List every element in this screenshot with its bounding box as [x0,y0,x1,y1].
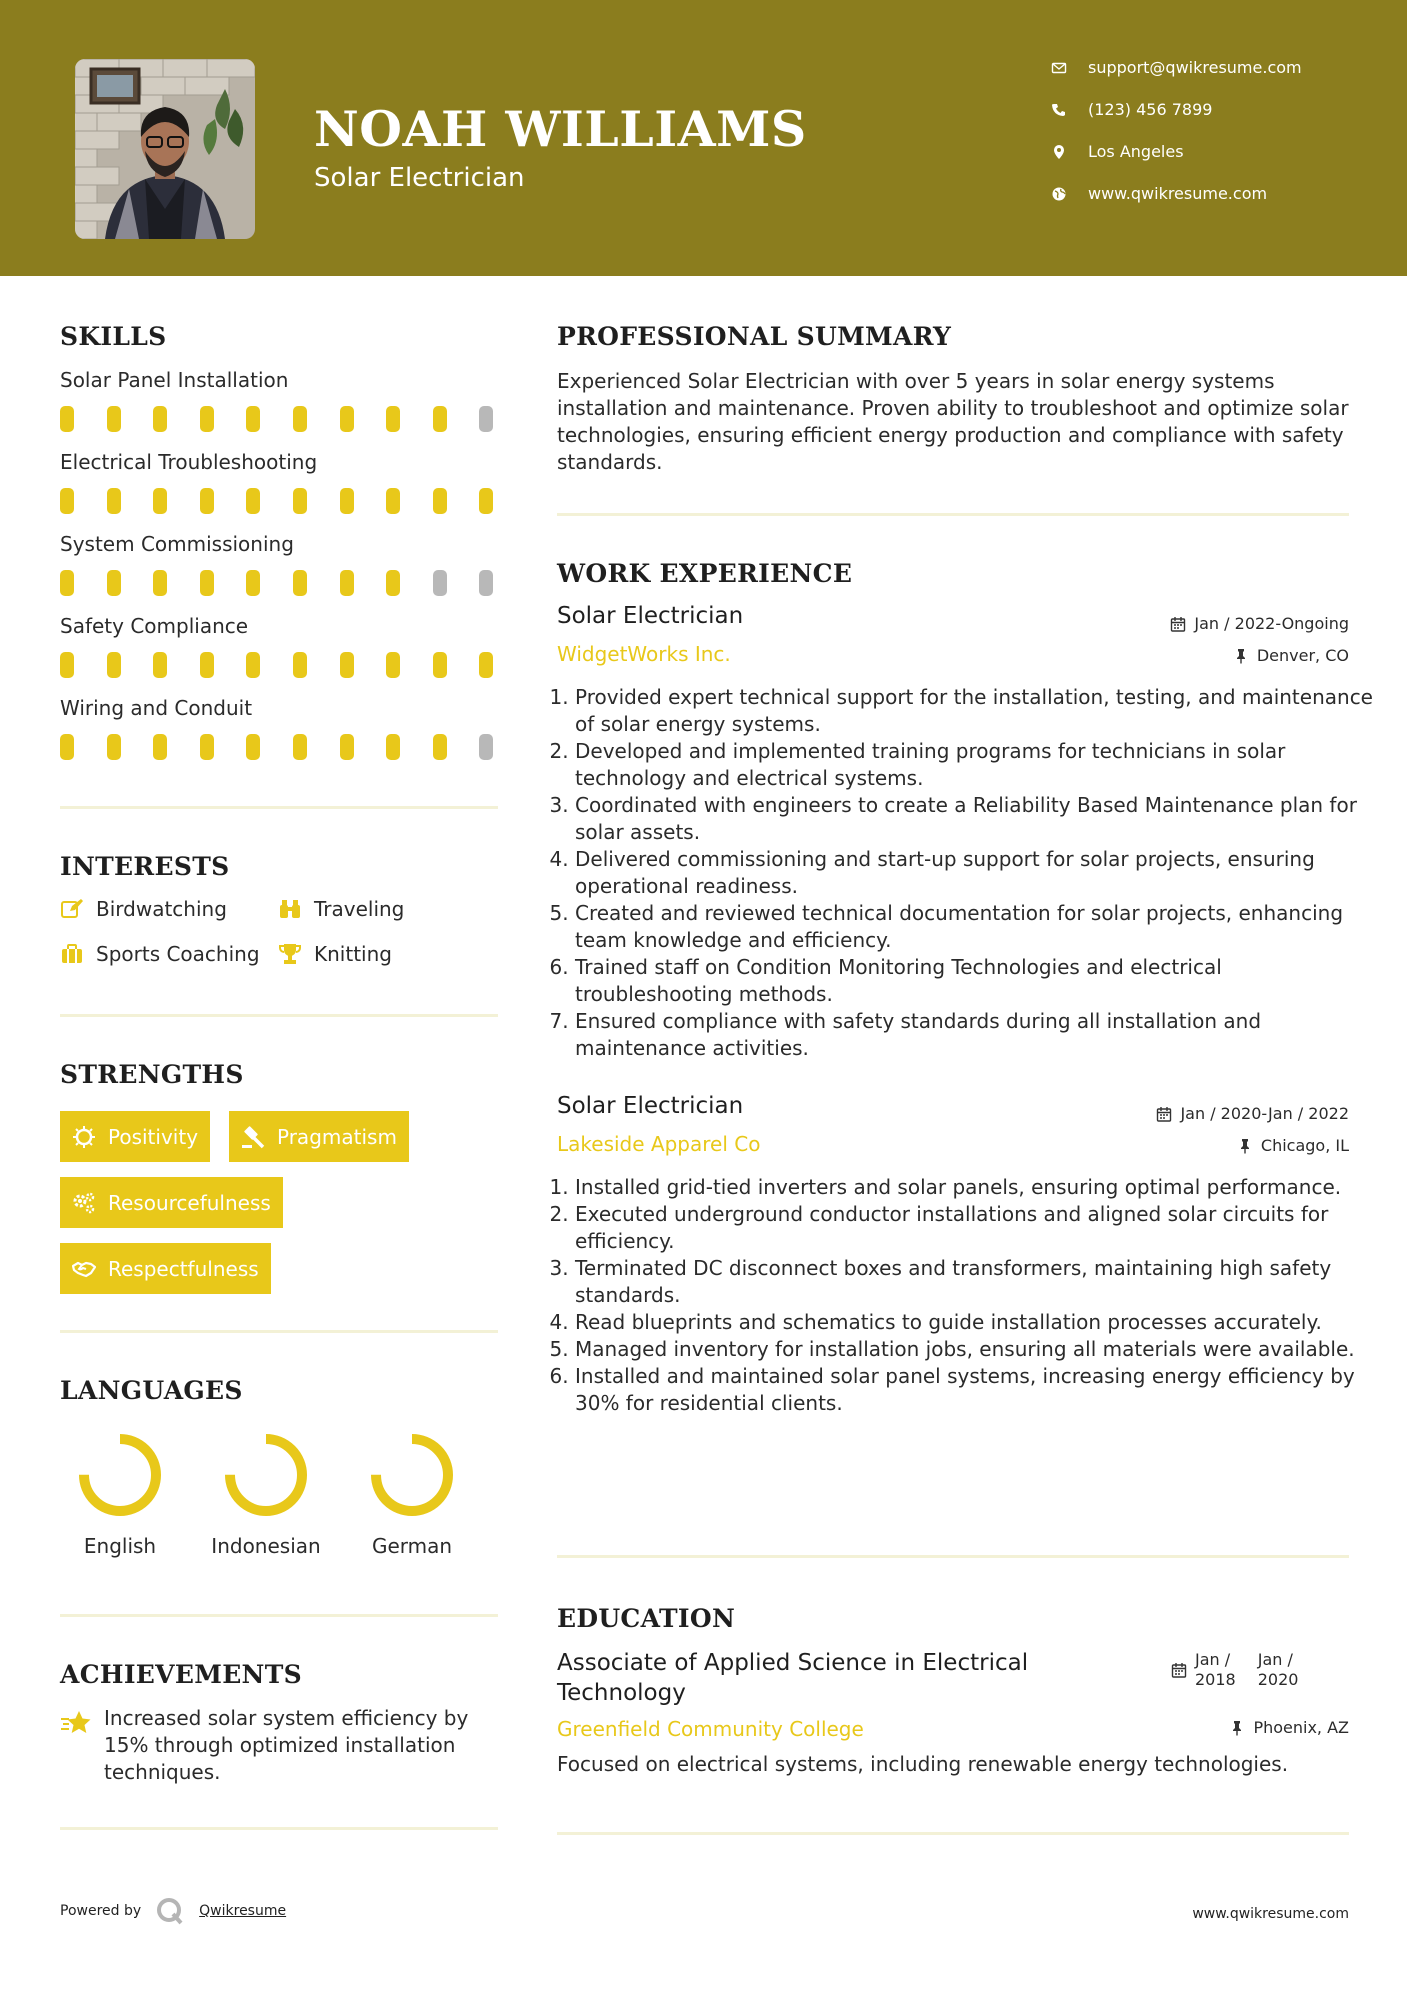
skill-dot-filled [433,488,447,514]
skill-dot-filled [107,406,121,432]
skill-rating [60,652,498,678]
qwikresume-logo-icon [155,1896,185,1926]
interest-label: Sports Coaching [96,942,260,966]
skill-dot-filled [107,570,121,596]
education-start-year: 2018 [1195,1670,1236,1689]
contact-location [1050,142,1184,161]
skill-dot-filled [340,570,354,596]
strength-badge [229,1111,409,1162]
skill-name: System Commissioning [60,532,294,556]
achievements-heading: ACHIEVEMENTS [60,1660,302,1689]
pushpin-icon [1237,1138,1253,1154]
interest-label: Knitting [314,942,392,966]
duty-item: 2. Developed and implemented training programs for technicians in solar technology and electrical systems. [575,738,1375,792]
language-progress-ring [221,1430,311,1520]
skill-dot-filled [60,570,74,596]
skill-dot-empty [433,570,447,596]
skill-rating [60,406,498,432]
duty-item: 6. Installed and maintained solar panel systems, increasing energy efficiency by 30% for residential clients. [575,1363,1375,1417]
language-progress-ring [75,1430,165,1520]
skill-dot-filled [246,652,260,678]
skill-dot-filled [386,406,400,432]
skill-dot-filled [386,652,400,678]
interest-label: Traveling [314,897,405,921]
globe-icon [1050,185,1068,203]
language-progress-arc [84,1439,156,1511]
skill-dot-filled [246,734,260,760]
skill-dot-filled [60,488,74,514]
skill-dot-filled [433,734,447,760]
duty-item: 3. Coordinated with engineers to create a Reliability Based Maintenance plan for solar assets. [575,792,1375,846]
contact-email-text: support@qwikresume.com [1088,58,1302,77]
duty-item: 2. Executed underground conductor installations and aligned solar circuits for efficiency. [575,1201,1375,1255]
divider [557,1832,1349,1835]
divider [557,1555,1349,1558]
job-duties [557,1174,1375,1417]
skill-dot-filled [293,488,307,514]
contact-location-text: Los Angeles [1088,142,1184,161]
contact-phone-text: (123) 456 7899 [1088,100,1213,119]
education-dates [1171,1650,1298,1690]
job-location [1233,646,1349,665]
skill-dot-filled [153,488,167,514]
skill-name: Electrical Troubleshooting [60,450,318,474]
education-location [1229,1718,1349,1737]
contact-phone[interactable] [1050,100,1212,119]
gavel-icon [241,1125,265,1149]
gears-icon [72,1191,96,1215]
interest-item [60,942,260,966]
job-dates-text: Jan / 2020-Jan / 2022 [1180,1104,1349,1123]
duty-item: 5. Created and reviewed technical documentation for solar projects, enhancing team knowledge and efficiency. [575,900,1375,954]
skill-dot-filled [153,570,167,596]
language-progress-ring [367,1430,457,1520]
job-dates [1156,1104,1349,1123]
skill-rating [60,488,498,514]
skill-rating [60,734,498,760]
skill-dot-filled [153,406,167,432]
summary-heading: PROFESSIONAL SUMMARY [557,322,952,351]
skill-dot-filled [479,652,493,678]
powered-by-label: Powered by [60,1903,142,1919]
degree-line: Associate of Applied Science in Electrical [557,1650,1029,1676]
language-item [50,1430,190,1558]
skill-dot-filled [293,570,307,596]
candidate-name: NOAH WILLIAMS [314,100,807,158]
education-end [1258,1650,1299,1690]
skill-dot-filled [107,488,121,514]
divider [60,1827,498,1830]
strength-label: Respectfulness [108,1256,259,1281]
language-progress-arc [230,1439,302,1511]
summary-text: Experienced Solar Electrician with over 5 years in solar energy systems installation and maintenance. Proven ability to troubleshoot and optimize solar technologies, ensuring efficient energy production and compliance with safety standards. [557,369,1349,474]
skill-dot-filled [60,652,74,678]
strength-label: Pragmatism [277,1124,397,1149]
skill-dot-filled [433,406,447,432]
degree-title [557,1648,1028,1708]
strength-badge [60,1111,210,1162]
skill-name: Solar Panel Installation [60,368,289,392]
divider [60,1330,498,1333]
languages-heading: LANGUAGES [60,1376,243,1405]
skill-name: Safety Compliance [60,614,249,638]
strength-label: Positivity [108,1124,199,1149]
skill-dot-filled [60,406,74,432]
strength-label: Resourcefulness [108,1190,271,1215]
map-pin-icon [1050,143,1068,161]
skill-dot-filled [293,734,307,760]
interest-label: Birdwatching [96,897,227,921]
divider [557,513,1349,516]
company-name: Lakeside Apparel Co [557,1132,761,1156]
education-heading: EDUCATION [557,1604,736,1633]
job-location [1237,1136,1349,1155]
binoculars-icon [278,897,302,921]
job-location-text: Chicago, IL [1260,1136,1349,1155]
interest-item [60,897,227,921]
strength-badge [60,1177,283,1228]
calendar-icon [1171,1662,1187,1678]
skill-dot-filled [246,570,260,596]
education-description: Focused on electrical systems, including renewable energy technologies. [557,1752,1289,1776]
language-name: German [371,1534,453,1558]
language-item [196,1430,336,1558]
skill-rating [60,570,498,596]
strength-badge [60,1243,271,1294]
education-start [1195,1650,1236,1690]
divider [60,806,498,809]
interest-item [278,942,392,966]
company-name: WidgetWorks Inc. [557,642,731,666]
education-location-text: Phoenix, AZ [1253,1718,1349,1737]
education-end-year: 2020 [1257,1670,1299,1689]
skill-dot-filled [433,652,447,678]
skill-dot-filled [200,652,214,678]
header-banner [0,0,1407,276]
skill-dot-filled [200,406,214,432]
pushpin-icon [1229,1720,1245,1736]
language-name: Indonesian [211,1534,321,1558]
candidate-title: Solar Electrician [314,163,525,193]
skill-dot-filled [153,652,167,678]
pushpin-icon [1233,648,1249,664]
degree-line: Technology [557,1680,686,1706]
skill-dot-filled [340,488,354,514]
profile-photo [75,59,255,239]
divider [60,1614,498,1617]
job-title: Solar Electrician [557,603,744,629]
school-name: Greenfield Community College [557,1717,864,1741]
interest-item [278,897,404,921]
achievement-text: Increased solar system efficiency by 15% through optimized installation techniques. [104,1706,469,1784]
contact-email[interactable] [1050,58,1302,77]
divider [60,1014,498,1017]
job-location-text: Denver, CO [1256,646,1349,665]
skill-dot-filled [386,570,400,596]
skill-dot-filled [386,734,400,760]
skill-dot-filled [200,734,214,760]
pencil-square-icon [60,897,84,921]
skill-dot-filled [107,652,121,678]
duty-item: 1. Installed grid-tied inverters and solar panels, ensuring optimal performance. [575,1174,1375,1201]
contact-website-text: www.qwikresume.com [1088,184,1268,203]
skill-dot-empty [479,734,493,760]
skill-dot-filled [107,734,121,760]
skill-dot-filled [293,652,307,678]
language-item [342,1430,482,1558]
skill-dot-filled [153,734,167,760]
skill-dot-filled [479,488,493,514]
skill-dot-filled [340,734,354,760]
skill-dot-filled [386,488,400,514]
skills-heading: SKILLS [60,322,167,351]
skill-name: Wiring and Conduit [60,696,253,720]
brand-link[interactable]: Qwikresume [199,1903,287,1919]
skill-dot-filled [246,488,260,514]
job-duties [557,684,1375,1062]
job-dates-text: Jan / 2022-Ongoing [1194,614,1349,633]
duty-item: 3. Terminated DC disconnect boxes and transformers, maintaining high safety standards. [575,1255,1375,1309]
trophy-icon [278,942,302,966]
education-start-month: Jan / [1195,1650,1231,1669]
envelope-icon [1050,59,1068,77]
footer-website[interactable]: www.qwikresume.com [1192,1906,1349,1922]
skill-dot-filled [293,406,307,432]
achievement-item [60,1705,500,1786]
contact-website[interactable] [1050,184,1267,203]
duty-item: 6. Trained staff on Condition Monitoring Technologies and electrical troubleshooting methods. [575,954,1375,1008]
strengths-heading: STRENGTHS [60,1060,244,1089]
interests-heading: INTERESTS [60,852,230,881]
skill-dot-empty [479,406,493,432]
skill-dot-filled [60,734,74,760]
duty-item: 4. Delivered commissioning and start-up support for solar projects, ensuring operational readiness. [575,846,1375,900]
language-name: English [83,1534,157,1558]
calendar-icon [1170,616,1186,632]
star-icon [60,1707,92,1739]
experience-heading: WORK EXPERIENCE [557,559,853,588]
calendar-icon [1156,1106,1172,1122]
duty-item: 4. Read blueprints and schematics to guide installation processes accurately. [575,1309,1375,1336]
skill-dot-filled [246,406,260,432]
job-dates [1170,614,1349,633]
skill-dot-filled [200,488,214,514]
briefcase-icon [60,942,84,966]
duty-item: 7. Ensured compliance with safety standards during all installation and maintenance activities. [575,1008,1375,1062]
education-end-month: Jan / [1257,1650,1293,1669]
duty-item: 1. Provided expert technical support for the installation, testing, and maintenance of solar energy systems. [575,684,1375,738]
skill-dot-empty [479,570,493,596]
skill-dot-filled [340,406,354,432]
job-title: Solar Electrician [557,1093,744,1119]
handshake-icon [72,1257,96,1281]
phone-icon [1050,101,1068,119]
sun-icon [72,1125,96,1149]
footer-powered-by [60,1896,286,1926]
skill-dot-filled [200,570,214,596]
language-progress-arc [376,1439,448,1511]
skill-dot-filled [340,652,354,678]
duty-item: 5. Managed inventory for installation jobs, ensuring all materials were available. [575,1336,1375,1363]
